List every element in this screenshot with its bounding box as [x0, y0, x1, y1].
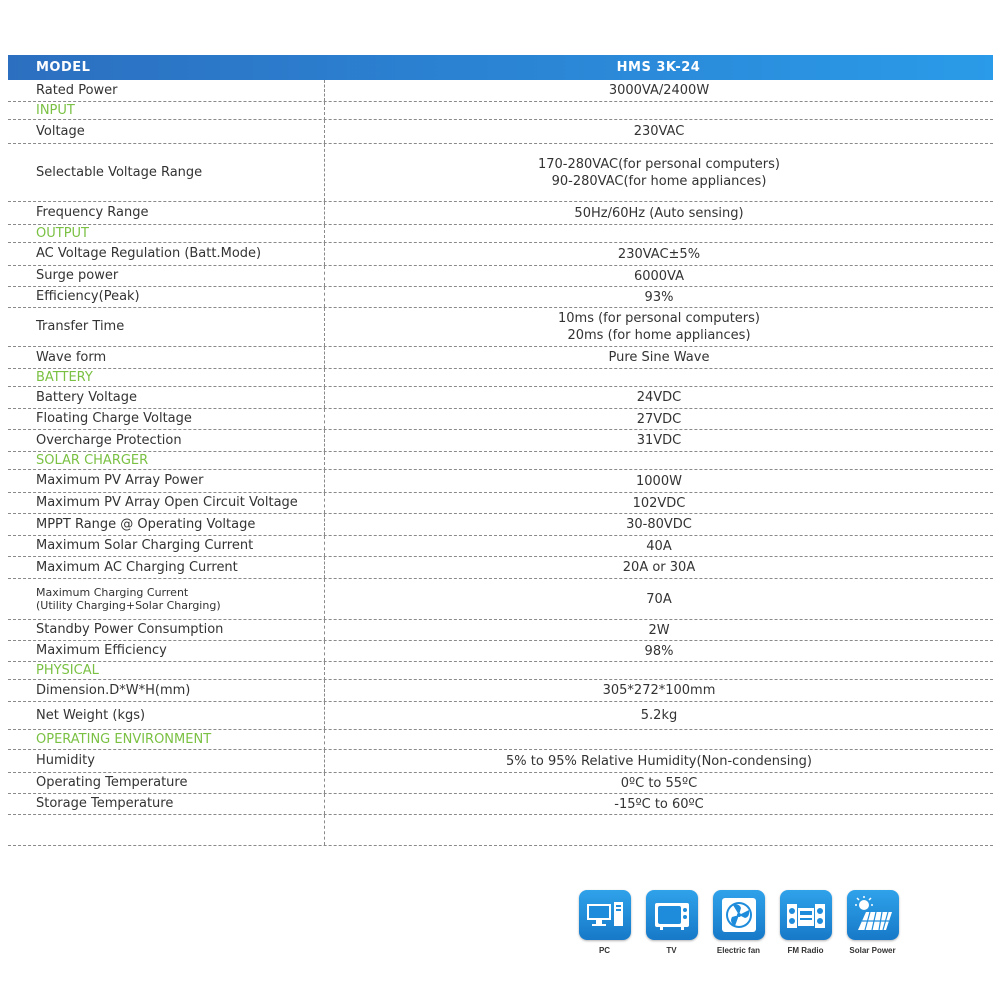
spec-value-line: 90-280VAC(for home appliances) — [551, 173, 767, 189]
spec-label: Wave form — [36, 349, 107, 365]
spec-label: Maximum PV Array Power — [36, 473, 204, 488]
spec-table — [8, 55, 993, 846]
spec-label: Dimension.D*W*H(mm) — [36, 682, 191, 698]
table-row — [8, 243, 993, 266]
table-row — [8, 266, 993, 287]
fm-radio-icon — [780, 890, 832, 940]
table-row — [8, 702, 993, 730]
spec-value — [324, 579, 993, 619]
spec-value-line: 305*272*100mm — [602, 683, 716, 698]
spec-value-line: 6000VA — [633, 268, 685, 284]
application-item — [777, 890, 834, 955]
spec-value-line: 2W — [648, 622, 670, 638]
spec-value — [324, 144, 993, 201]
spec-value-line: 30-80VDC — [626, 517, 692, 532]
spec-label: Voltage — [36, 123, 85, 139]
table-row — [8, 493, 993, 514]
spec-label: Surge power — [36, 268, 119, 283]
spec-rows — [8, 80, 993, 815]
spec-value — [324, 409, 993, 429]
pc-icon — [579, 890, 631, 940]
spec-label: Floating Charge Voltage — [36, 411, 192, 426]
table-row — [8, 773, 993, 794]
section-heading: SOLAR CHARGER — [8, 452, 993, 470]
application-label: FM Radio — [787, 946, 824, 955]
spec-label: Frequency Range — [36, 205, 149, 220]
table-row — [8, 750, 993, 773]
spec-value-line: 3000VA/2400W — [608, 83, 710, 98]
spec-label: Net Weight (kgs) — [36, 707, 146, 723]
section-heading: INPUT — [8, 102, 993, 120]
table-row — [8, 794, 993, 815]
spec-label: Rated Power — [36, 82, 118, 98]
application-item — [643, 890, 700, 955]
spec-value — [324, 308, 993, 346]
spec-label: Maximum Efficiency — [36, 643, 167, 658]
spec-label: Maximum Solar Charging Current — [36, 538, 254, 553]
spec-value-line: 102VDC — [632, 495, 686, 511]
table-row — [8, 514, 993, 536]
applications-strip — [576, 890, 901, 955]
spec-value-line: 1000W — [636, 473, 682, 489]
solar-power-icon — [847, 890, 899, 940]
spec-value-line: -15ºC to 60ºC — [614, 796, 704, 812]
table-row — [8, 470, 993, 493]
spec-label: Humidity — [36, 753, 95, 768]
spec-value-line: 93% — [644, 289, 674, 305]
table-row — [8, 387, 993, 409]
table-row — [8, 620, 993, 641]
spec-label: Maximum PV Array Open Circuit Voltage — [36, 495, 298, 510]
table-row — [8, 680, 993, 702]
model-label: MODEL — [36, 60, 91, 75]
electric-fan-icon — [713, 890, 765, 940]
spec-value — [324, 557, 993, 578]
spec-label: Operating Temperature — [36, 775, 188, 790]
spec-value — [324, 514, 993, 535]
spec-value-line: 98% — [644, 643, 674, 659]
spec-value — [324, 470, 993, 492]
table-row — [8, 579, 993, 620]
spec-value-line: 10ms (for personal computers) — [557, 311, 760, 326]
spec-value-line: 230VAC±5% — [617, 246, 701, 262]
spec-value-line: 20A or 30A — [622, 560, 696, 575]
spec-value — [324, 120, 993, 143]
table-row — [8, 347, 993, 369]
table-row — [8, 144, 993, 202]
spec-value-line: 70A — [646, 591, 672, 607]
table-tail — [8, 815, 993, 846]
table-row — [8, 202, 993, 225]
spec-value-line: 230VAC — [633, 124, 685, 139]
spec-value — [324, 287, 993, 307]
table-row — [8, 409, 993, 430]
spec-value — [324, 243, 993, 265]
spec-value-line: 0ºC to 55ºC — [620, 775, 698, 791]
application-label: TV — [666, 946, 677, 955]
spec-value — [324, 202, 993, 224]
spec-label: AC Voltage Regulation (Batt.Mode) — [36, 246, 262, 261]
spec-value — [324, 773, 993, 793]
application-item — [576, 890, 633, 955]
table-row — [8, 430, 993, 452]
spec-label: Selectable Voltage Range — [36, 164, 203, 180]
spec-label: Battery Voltage — [36, 389, 138, 405]
section-heading: OPERATING ENVIRONMENT — [8, 730, 993, 750]
section-heading: OUTPUT — [8, 225, 993, 243]
spec-label: MPPT Range @ Operating Voltage — [36, 516, 256, 532]
section-heading: PHYSICAL — [8, 662, 993, 680]
table-row — [8, 557, 993, 579]
table-header — [8, 55, 993, 80]
spec-label: Maximum AC Charging Current — [36, 559, 238, 575]
spec-value-line: 40A — [646, 538, 672, 554]
tv-icon — [646, 890, 698, 940]
spec-value-line: 27VDC — [636, 411, 682, 427]
spec-value-line: 20ms (for home appliances) — [567, 328, 751, 343]
spec-value-line: 31VDC — [636, 433, 682, 448]
spec-value — [324, 80, 993, 101]
spec-value — [324, 794, 993, 814]
table-row — [8, 641, 993, 662]
spec-value — [324, 641, 993, 661]
spec-value — [324, 493, 993, 513]
spec-label: Efficiency(Peak) — [36, 289, 140, 304]
spec-value — [324, 536, 993, 556]
spec-label: Standby Power Consumption — [36, 622, 224, 637]
spec-value — [324, 387, 993, 408]
spec-value — [324, 680, 993, 701]
spec-value-line: 170-280VAC(for personal computers) — [537, 156, 780, 172]
spec-label: Transfer Time — [36, 319, 125, 334]
spec-value — [324, 702, 993, 729]
application-item — [844, 890, 901, 955]
spec-value-line: 5.2kg — [640, 708, 678, 723]
spec-value — [324, 266, 993, 286]
spec-label: Overcharge Protection — [36, 432, 182, 448]
table-row — [8, 536, 993, 557]
table-row — [8, 80, 993, 102]
spec-value-line: 24VDC — [636, 390, 682, 405]
table-row — [8, 120, 993, 144]
application-label: Solar Power — [849, 946, 896, 955]
spec-label: Storage Temperature — [36, 796, 174, 811]
application-item — [710, 890, 767, 955]
application-label: Electric fan — [716, 946, 761, 955]
section-heading: BATTERY — [8, 369, 993, 387]
spec-value — [324, 347, 993, 368]
spec-value — [324, 430, 993, 451]
table-row — [8, 287, 993, 308]
spec-value — [324, 750, 993, 772]
table-row — [8, 308, 993, 347]
spec-value-line: 5% to 95% Relative Humidity(Non-condensing) — [506, 753, 812, 769]
application-label: PC — [598, 946, 611, 955]
spec-label: Maximum Charging Current (Utility Charging+Solar Charging) — [36, 586, 221, 612]
spec-value-line: 50Hz/60Hz (Auto sensing) — [574, 205, 744, 221]
spec-value-line: Pure Sine Wave — [608, 350, 710, 365]
model-value: HMS 3K-24 — [616, 60, 701, 75]
spec-value — [324, 620, 993, 640]
